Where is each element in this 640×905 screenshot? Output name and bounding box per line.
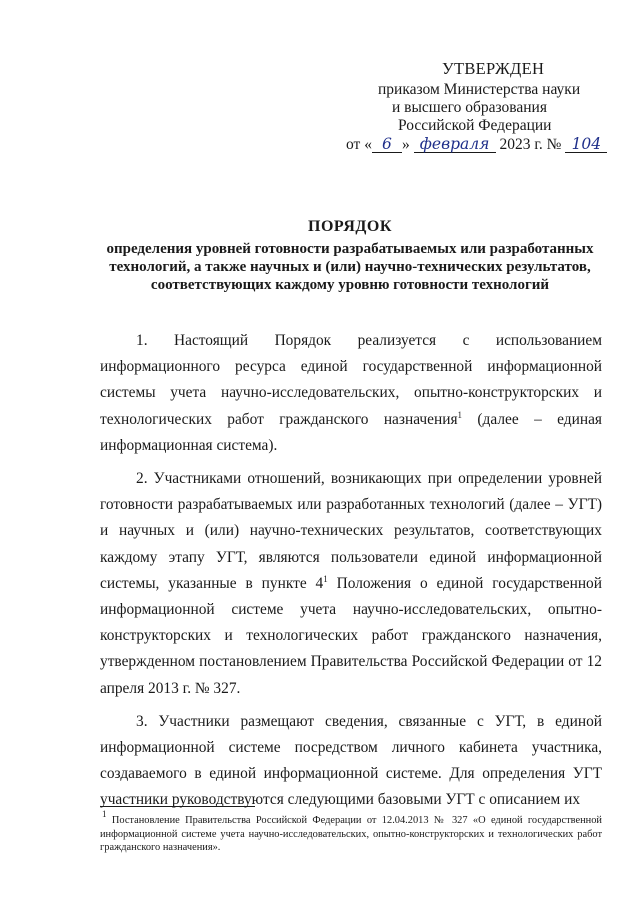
paragraph-2: 2. Участниками отношений, возникающих при определении уровней готовности разрабатываемых или разработанных технологий (далее – УГТ) и научных и (или) научно-технических результатов, соответствующих каждому этапу УГТ, являются пользователи единой информационной системы, указанные в пункте $4^1$ Положения о единой государственной информационной системе учета научно-исследовательских, опытно-конструкторских и технологических работ гражданского назначения, утвержденном постановлением Правительства Российской Федерации от 12 апреля 2013 г. № 327.: [100, 470, 602, 697]
approval-title: УТВЕРЖДЕН: [442, 59, 545, 78]
date-year: 2023 г. №: [499, 136, 562, 153]
paragraph-1: 1. Настоящий Порядок реализуется с использованием информационного ресурса единой государственной информационной системы учета научно-исследовательских, опытно-конструкторских и технологических работ гражданского назначения$^1$ (далее – единая информационная система).: [100, 332, 602, 454]
document-body: [100, 328, 602, 821]
footnote-ref-2: 1: [323, 573, 328, 584]
footnote-ref-1: 1: [457, 409, 463, 420]
footnote-separator: [100, 806, 255, 807]
approval-line-1: приказом Министерства науки: [378, 81, 581, 98]
document-title: [100, 218, 600, 294]
handwritten-order-number: 104: [565, 137, 607, 153]
handwritten-month: февраля: [414, 137, 496, 153]
footnote-text: Постановление Правительства Российской Федерации от 12.04.2013 № 327 «О единой государственной информационной системе учета научно-исследовательских, опытно-конструкторских и технологических работ гражданского назначения».: [100, 815, 602, 853]
handwritten-day: 6: [372, 137, 402, 153]
title-main: ПОРЯДОК: [308, 218, 392, 235]
approval-date-line: [346, 136, 607, 154]
date-prefix: от «: [346, 136, 372, 153]
footnote-marker: 1: [102, 809, 107, 819]
paragraph-3: 3. Участники размещают сведения, связанные с УГТ, в единой информационной системе посредством личного кабинета участника, создаваемого в единой информационной системе. Для определения УГТ участники руководствуются следующими базовыми УГТ с описанием их: [100, 712, 602, 809]
title-subtitle: определения уровней готовности разрабатываемых или разработанных технологий, а также научных и (или) научно-технических результатов, соответствующих каждому уровню готовности технологий: [106, 241, 594, 293]
approval-line-3: Российской Федерации: [398, 117, 552, 134]
footnote: [100, 809, 602, 855]
date-quote-close: »: [401, 136, 410, 153]
approval-line-2: и высшего образования: [392, 99, 547, 116]
